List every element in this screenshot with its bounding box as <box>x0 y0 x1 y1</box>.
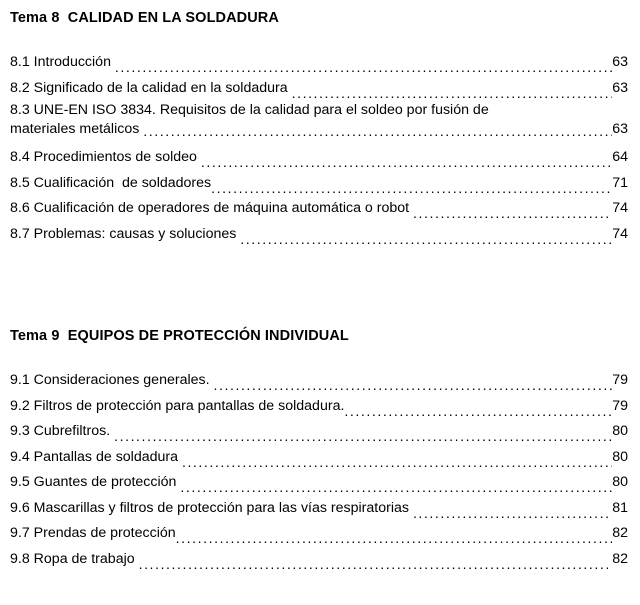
toc-entry-title: 9.2 Filtros de protección para pantallas de soldadura. <box>10 397 345 414</box>
toc-entry-page-number: 63 <box>612 79 628 96</box>
toc-entry-row <box>10 547 628 573</box>
dot-leader <box>292 87 613 101</box>
toc-entry[interactable] <box>10 368 628 394</box>
dot-leader <box>139 558 613 572</box>
toc-entry-title: 9.8 Ropa de trabajo <box>10 550 139 567</box>
dot-leader <box>240 233 612 247</box>
dot-leader <box>413 207 612 221</box>
toc-entry[interactable] <box>10 496 628 522</box>
toc-entry-page-number: 63 <box>612 121 628 137</box>
toc-entry-title: 9.4 Pantallas de soldadura <box>10 448 182 465</box>
toc-entry-row <box>10 50 628 76</box>
toc-entry[interactable] <box>10 101 628 145</box>
toc-entry[interactable] <box>10 470 628 496</box>
toc-entry-second-line <box>10 120 628 139</box>
toc-entry-page-number: 74 <box>612 200 628 216</box>
section-heading-tema-9: Tema 9 EQUIPOS DE PROTECCIÓN INDIVIDUAL <box>10 328 349 344</box>
toc-entry-page-number: 79 <box>612 372 628 388</box>
toc-entry-row <box>10 76 628 102</box>
toc-entry[interactable] <box>10 419 628 445</box>
toc-entry-page-number: 82 <box>612 525 628 541</box>
toc-entry-row <box>10 394 628 420</box>
toc-entry-title: 9.1 Consideraciones generales. <box>10 372 214 388</box>
toc-entry[interactable] <box>10 76 628 102</box>
toc-entry-page-number: 81 <box>612 499 628 516</box>
toc-entry-row <box>10 171 628 197</box>
dot-leader <box>115 61 612 75</box>
toc-entry-title: 8.6 Cualificación de operadores de máquina automática o robot <box>10 200 414 216</box>
toc-entry-title: 8.2 Significado de la calidad en la soldadura <box>10 79 292 96</box>
dot-leader <box>201 156 612 170</box>
toc-entry-row <box>10 521 628 547</box>
dot-leader <box>143 125 612 139</box>
dot-leader <box>176 532 613 546</box>
toc-entry-page-number: 80 <box>612 474 628 490</box>
toc-entry-row <box>10 222 628 248</box>
toc-entry-page-number: 82 <box>612 550 628 567</box>
toc-entry[interactable] <box>10 445 628 471</box>
toc-entry[interactable] <box>10 521 628 547</box>
dot-leader <box>211 182 612 196</box>
toc-entry-page-number: 80 <box>612 448 628 465</box>
toc-section-tema-8 <box>10 9 630 247</box>
toc-entry[interactable] <box>10 171 628 197</box>
toc-entry-page-number: 63 <box>612 54 628 70</box>
toc-entry-row <box>10 368 628 394</box>
dot-leader <box>180 481 612 495</box>
toc-entry-page-number: 74 <box>612 225 628 242</box>
toc-entry-title: 8.7 Problemas: causas y soluciones <box>10 225 241 242</box>
toc-entry-title: 9.6 Mascarillas y filtros de protección para las vías respiratorias <box>10 499 413 516</box>
dot-leader <box>413 507 612 521</box>
toc-entry-row <box>10 470 628 496</box>
toc-entry-row <box>10 445 628 471</box>
toc-entry-list-tema-9 <box>10 368 630 572</box>
toc-entry-page-number: 71 <box>612 174 628 191</box>
dot-leader <box>213 379 612 393</box>
toc-entry[interactable] <box>10 196 628 222</box>
toc-entry-row <box>10 145 628 171</box>
toc-entry-row <box>10 196 628 222</box>
toc-entry-row <box>10 419 628 445</box>
toc-entry[interactable] <box>10 547 628 573</box>
toc-entry-title: 9.7 Prendas de protección <box>10 525 176 541</box>
heading-spacer <box>10 27 630 50</box>
toc-entry-page-number: 80 <box>612 423 628 439</box>
toc-entry-title: 8.3 UNE-EN ISO 3834. Requisitos de la calidad para el soldeo por fusión de <box>10 102 489 118</box>
toc-entry[interactable] <box>10 222 628 248</box>
toc-entry[interactable] <box>10 145 628 171</box>
toc-entry-title: 9.5 Guantes de protección <box>10 474 181 490</box>
toc-entry-title: 8.5 Cualificación de soldadores <box>10 174 212 191</box>
toc-entry-page-number: 79 <box>612 397 628 414</box>
toc-section-tema-9 <box>10 327 630 572</box>
dot-leader <box>182 456 612 470</box>
toc-entry-title: 8.4 Procedimientos de soldeo <box>10 149 201 165</box>
toc-entry[interactable] <box>10 50 628 76</box>
dot-leader <box>344 405 612 419</box>
toc-entry-title-continued: materiales metálicos <box>10 121 144 137</box>
toc-entry-title: 8.1 Introducción <box>10 54 115 70</box>
toc-entry[interactable] <box>10 394 628 420</box>
section-heading-tema-8: Tema 8 CALIDAD EN LA SOLDADURA <box>10 10 279 26</box>
toc-entry-row <box>10 496 628 522</box>
toc-entry-list-tema-8 <box>10 50 630 247</box>
dot-leader <box>114 430 612 444</box>
toc-entry-title: 9.3 Cubrefiltros. <box>10 423 115 439</box>
heading-spacer <box>10 345 630 368</box>
toc-entry-page-number: 64 <box>612 149 628 165</box>
